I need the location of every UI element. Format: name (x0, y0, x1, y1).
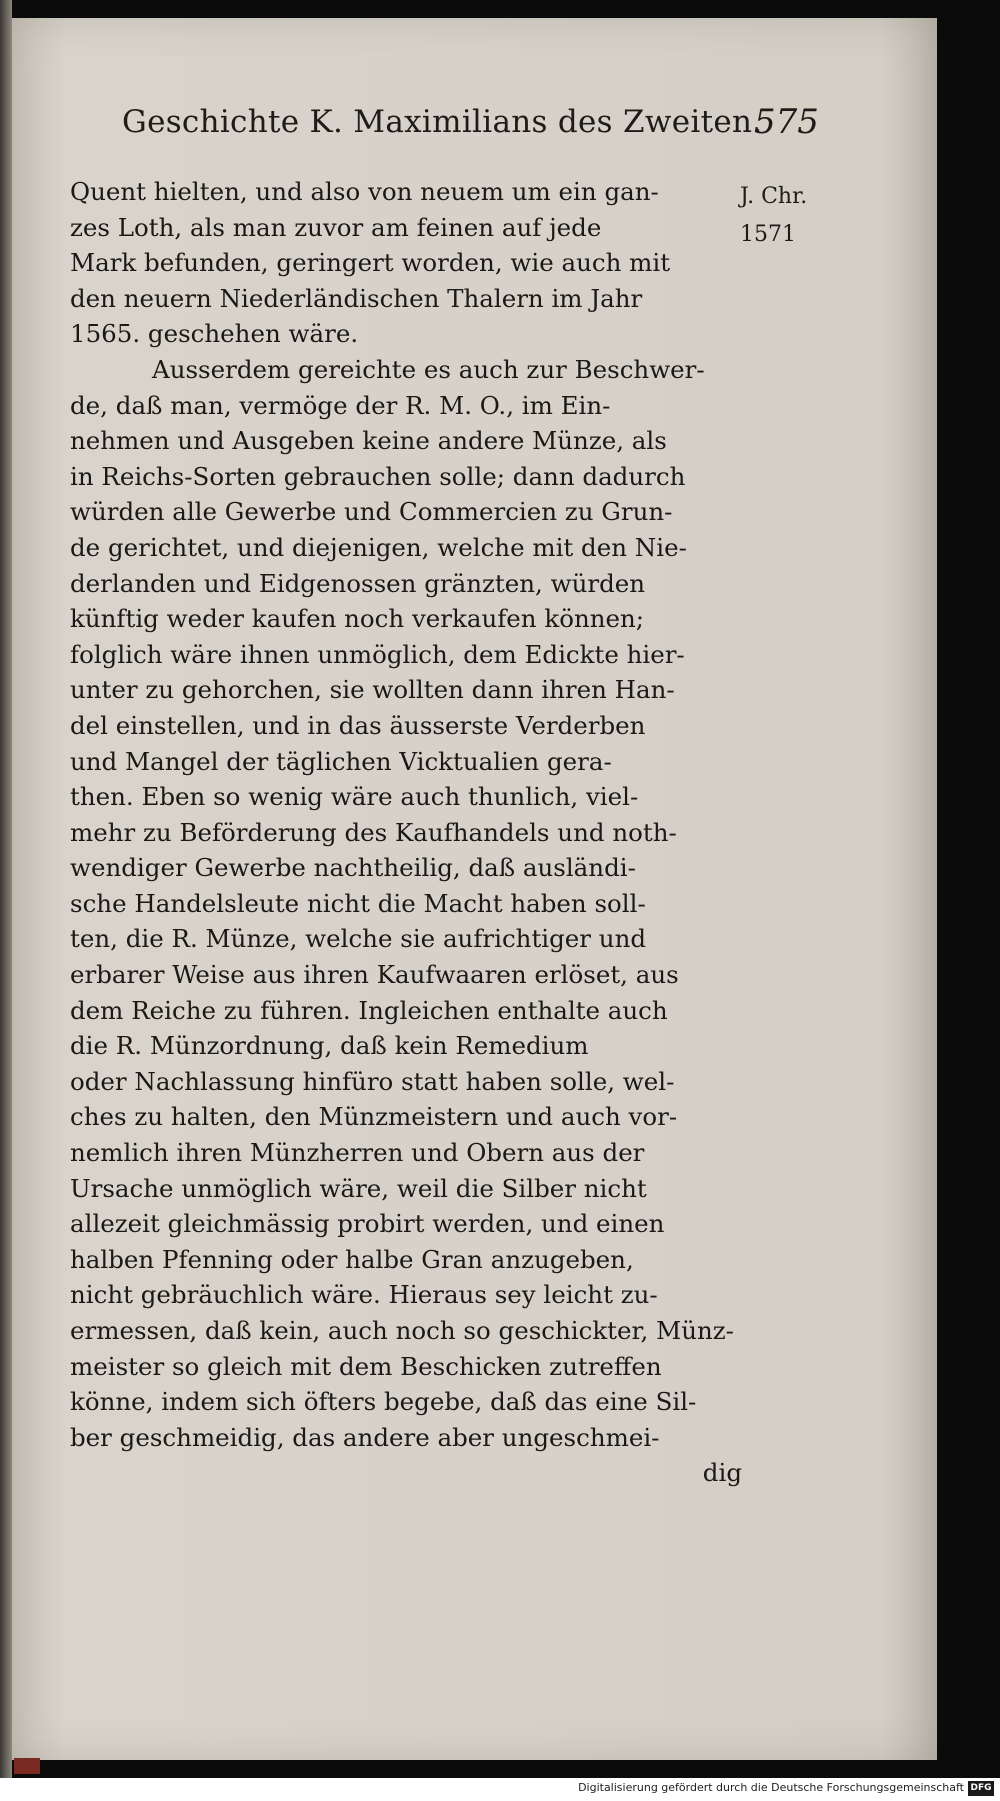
page-number: 575 (754, 102, 819, 142)
text-line: ches zu halten, den Münzmeistern und auch vor- (70, 1102, 678, 1132)
text-line: in Reichs-Sorten gebrauchen solle; dann dadurch (70, 461, 686, 491)
text-line: Mark befunden, geringert worden, wie auch mit (70, 248, 671, 278)
text-line: nicht gebräuchlich wäre. Hieraus sey leicht zu- (70, 1280, 658, 1310)
text-line: folglich wäre ihnen unmöglich, dem Edickte hier- (70, 639, 685, 669)
body-text (70, 174, 742, 1491)
text-line: meister so gleich mit dem Beschicken zutreffen (70, 1351, 662, 1381)
text-line: den neuern Niederländischen Thalern im Jahr (70, 283, 643, 313)
text-line: de, daß man, vermöge der R. M. O., im Ein- (70, 390, 611, 420)
book-spine-edge (0, 0, 12, 1778)
page-header (122, 98, 822, 154)
text-line: Quent hielten, und also von neuem um ein gan- (70, 177, 659, 206)
text-line: zes Loth, als man zuvor am feinen auf jede (70, 212, 602, 242)
text-line: mehr zu Beförderung des Kaufhandels und noth- (70, 817, 677, 847)
text-line: derlanden und Eidgenossen gränzten, würden (70, 568, 646, 598)
text-line: und Mangel der täglichen Vicktualien gera- (70, 746, 612, 776)
book-page (12, 18, 937, 1760)
text-line: ber geschmeidig, das andere aber ungeschmei- (70, 1422, 660, 1452)
digitization-credit: Digitalisierung gefördert durch die Deutsche Forschungsgemeinschaft (578, 1781, 964, 1794)
text-line: de gerichtet, und diejenigen, welche mit den Nie- (70, 532, 687, 562)
text-line: erbarer Weise aus ihren Kaufwaaren erlöset, aus (70, 960, 679, 990)
text-line: wendiger Gewerbe nachtheilig, daß ausländi- (70, 853, 636, 883)
text-line: unter zu gehorchen, sie wollten dann ihren Han- (70, 675, 675, 705)
text-line: dem Reiche zu führen. Ingleichen enthalte auch (70, 995, 668, 1025)
margin-note-year: 1571 (740, 222, 796, 247)
text-line: nemlich ihren Münzherren und Obern aus der (70, 1138, 645, 1168)
footer-bar (0, 1778, 1000, 1801)
running-title: Geschichte K. Maximilians des Zweiten. (122, 104, 763, 140)
text-line: künftig weder kaufen noch verkaufen können; (70, 604, 645, 634)
dfg-logo-icon: DFG (968, 1781, 994, 1796)
text-line: then. Eben so wenig wäre auch thunlich, viel- (70, 782, 639, 812)
text-line: Ursache unmöglich wäre, weil die Silber nicht (70, 1173, 647, 1203)
paragraph-start-line: Ausserdem gereichte es auch zur Beschwer- (152, 354, 705, 384)
text-line: allezeit gleichmässig probirt werden, und einen (70, 1209, 665, 1239)
text-line: oder Nachlassung hinfüro statt haben solle, wel- (70, 1066, 675, 1096)
margin-year-note (740, 178, 830, 254)
text-line: del einstellen, und in das äusserste Verderben (70, 710, 646, 740)
text-line: würden alle Gewerbe und Commercien zu Grun- (70, 497, 673, 527)
text-line: halben Pfenning oder halbe Gran anzugeben, (70, 1244, 634, 1274)
text-line: nehmen und Ausgeben keine andere Münze, als (70, 426, 667, 456)
text-line: könne, indem sich öfters begebe, daß das eine Sil- (70, 1387, 697, 1417)
text-line: ten, die R. Münze, welche sie aufrichtiger und (70, 924, 647, 954)
text-line: sche Handelsleute nicht die Macht haben soll- (70, 888, 646, 918)
text-line: 1565. geschehen wäre. (70, 319, 359, 349)
margin-note-era: J. Chr. (740, 184, 808, 209)
catchword: dig (702, 1458, 742, 1488)
text-line: ermessen, daß kein, auch noch so geschickter, Münz- (70, 1316, 734, 1345)
text-line: die R. Münzordnung, daß kein Remedium (70, 1031, 589, 1061)
color-calibration-mark (14, 1758, 40, 1774)
